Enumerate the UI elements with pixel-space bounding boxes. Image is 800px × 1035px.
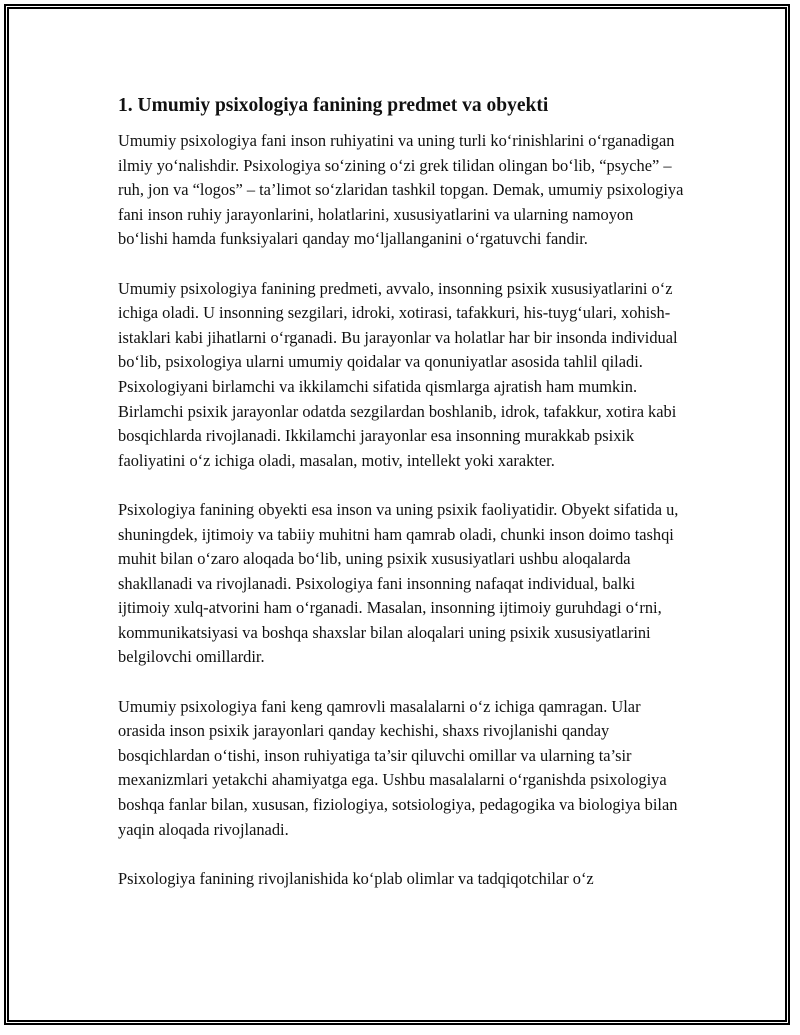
document-body xyxy=(118,93,686,916)
paragraph-2: Umumiy psixologiya fanining predmeti, avvalo, insonning psixik xususiyatlarini o‘z ichiga oladi. U insonning sezgilari, idroki, xotirasi, tafakkuri, his-tuyg‘ulari, xohish-istaklari kabi jihatlarni o‘rganadi. Bu jarayonlar va holatlar har bir insonda individual bo‘lib, psixologiya ularni umumiy qoidalar va qonuniyatlar asosida tahlil qiladi. Psixologiyani birlamchi va ikkilamchi sifatida qismlarga ajratish ham mumkin. Birlamchi psixik jarayonlar odatda sezgilardan boshlanib, idrok, tafakkur, xotira kabi bosqichlarda rivojlanadi. Ikkilamchi jarayonlar esa insonning murakkab psixik faoliyatini o‘z ichiga oladi, masalan, motiv, intellekt yoki xarakter. xyxy=(118,278,678,470)
paragraph-1: Umumiy psixologiya fani inson ruhiyatini va uning turli ko‘rinishlarini o‘rganadigan ilmiy yo‘nalishdir. Psixologiya so‘zining o‘zi grek tilidan olingan bo‘lib, “psyche” – ruh, jon va “logos” – ta’limot so‘zlaridan tashkil topgan. Demak, umumiy psixologiya fani inson ruhiy jarayonlarini, holatlarini, xususiyatlarini va ularning namoyon bo‘lishi hamda funksiyalari qanday mo‘ljallanganini o‘rgatuvchi fandir. xyxy=(118,131,684,249)
section-heading: 1. Umumiy psixologiya fanining predmet va obyekti xyxy=(118,95,549,116)
paragraph-5: Psixologiya fanining rivojlanishida ko‘plab olimlar va tadqiqotchilar o‘z xyxy=(118,868,594,888)
paragraph-4: Umumiy psixologiya fani keng qamrovli masalalarni o‘z ichiga qamragan. Ular orasida inson psixik jarayonlari qanday kechishi, shaxs rivojlanishi qanday bosqichlardan o‘tishi, inson ruhiyatiga ta’sir qiluvchi omillar va ularning ta’sir mexanizmlari yetakchi ahamiyatga ega. Ushbu masalalarni o‘rganishda psixologiya boshqa fanlar bilan, xususan, fiziologiya, sotsiologiya, pedagogika va biologiya bilan yaqin aloqada rivojlanadi. xyxy=(118,696,678,839)
paragraph-3: Psixologiya fanining obyekti esa inson va uning psixik faoliyatidir. Obyekt sifatida u, shuningdek, ijtimoiy va tabiiy muhitni ham qamrab oladi, chunki inson doimo tashqi muhit bilan o‘zaro aloqada bo‘lib, uning psixik xususiyatlari ushbu aloqalarda shakllanadi va rivojlanadi. Psixologiya fani insonning nafaqat individual, balki ijtimoiy xulq-atvorini ham o‘rganadi. Masalan, insonning ijtimoiy guruhdagi o‘rni, kommunikatsiyasi va boshqa shaxslar bilan aloqalari uning psixik xususiyatlarini belgilovchi omillardir. xyxy=(118,499,679,667)
